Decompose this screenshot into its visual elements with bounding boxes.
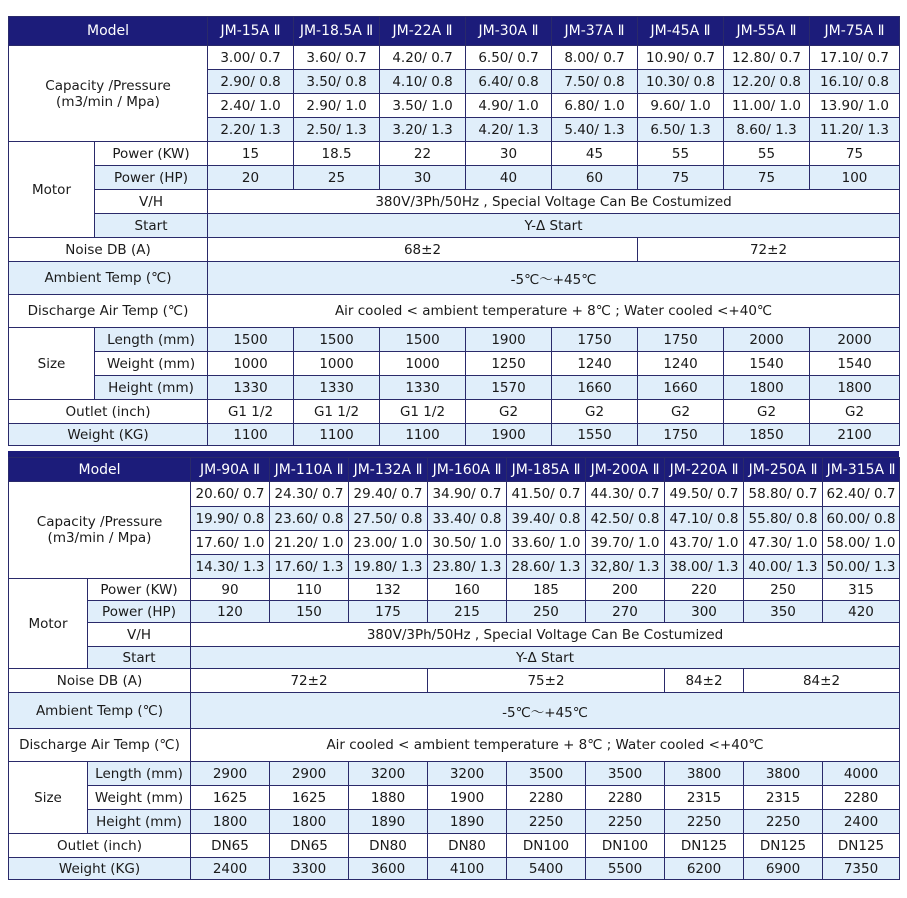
outlet-cell: G1 1/2 [380,400,466,424]
power-kw-cell: 160 [428,579,507,601]
height-cell: 1330 [380,376,466,400]
capacity-cell: 50.00/ 1.3 [823,555,900,579]
width-cell: 1900 [428,786,507,810]
capacity-cell: 4.90/ 1.0 [466,94,552,118]
capacity-cell: 11.20/ 1.3 [810,118,900,142]
ambient-label: Ambient Temp (℃) [9,262,208,295]
length-label: Length (mm) [88,762,191,786]
capacity-cell: 17.60/ 1.0 [191,531,270,555]
capacity-cell: 24.30/ 0.7 [270,482,349,507]
capacity-cell: 4.20/ 1.3 [466,118,552,142]
width-cell: 1000 [208,352,294,376]
capacity-cell: 3.60/ 0.7 [294,46,380,70]
capacity-title: Capacity /Pressure [36,514,163,530]
height-cell: 1800 [191,810,270,834]
height-cell: 1330 [208,376,294,400]
width-cell: 1240 [552,352,638,376]
height-cell: 1800 [810,376,900,400]
length-cell: 4000 [823,762,900,786]
capacity-cell: 19.90/ 0.8 [191,507,270,531]
capacity-cell: 27.50/ 0.8 [349,507,428,531]
size-label: Size [9,328,95,400]
outlet-cell: G2 [810,400,900,424]
capacity-cell: 2.90/ 0.8 [208,70,294,94]
capacity-cell: 39.40/ 0.8 [507,507,586,531]
capacity-cell: 10.90/ 0.7 [638,46,724,70]
width-cell: 2280 [586,786,665,810]
capacity-cell: 7.50/ 0.8 [552,70,638,94]
model-name: JM-55A Ⅱ [724,17,810,46]
power-hp-label: Power (HP) [95,166,208,190]
outlet-cell: DN80 [349,834,428,858]
width-row [9,352,900,376]
power-kw-cell: 22 [380,142,466,166]
model-name: JM-45A Ⅱ [638,17,724,46]
model-name: JM-250A Ⅱ [744,458,823,482]
weight-cell: 1100 [208,424,294,446]
model-name: JM-200A Ⅱ [586,458,665,482]
capacity-cell: 11.00/ 1.0 [724,94,810,118]
power-hp-cell: 215 [428,601,507,623]
weight-cell: 6200 [665,858,744,880]
capacity-cell: 23.00/ 1.0 [349,531,428,555]
power-hp-row [9,601,900,623]
start-row [9,647,900,669]
noise-label: Noise DB (A) [9,238,208,262]
width-cell: 2315 [744,786,823,810]
outlet-cell: DN125 [744,834,823,858]
power-hp-cell: 20 [208,166,294,190]
power-kw-cell: 250 [744,579,823,601]
length-cell: 3500 [586,762,665,786]
length-row [9,328,900,352]
noise-value: 72±2 [191,669,428,693]
capacity-cell: 47.30/ 1.0 [744,531,823,555]
capacity-cell: 10.30/ 0.8 [638,70,724,94]
weight-cell: 1100 [380,424,466,446]
width-cell: 1540 [810,352,900,376]
vh-value: 380V/3Ph/50Hz , Special Voltage Can Be Costumized [191,623,900,647]
motor-label: Motor [9,142,95,238]
capacity-cell: 17.60/ 1.3 [270,555,349,579]
power-hp-cell: 350 [744,601,823,623]
model-name: JM-185A Ⅱ [507,458,586,482]
height-label: Height (mm) [95,376,208,400]
discharge-value: Air cooled < ambient temperature + 8℃ ; Water cooled <+40℃ [191,729,900,762]
width-cell: 1240 [638,352,724,376]
model-name: JM-75A Ⅱ [810,17,900,46]
vh-label: V/H [88,623,191,647]
length-cell: 3500 [507,762,586,786]
power-hp-cell: 420 [823,601,900,623]
capacity-cell: 43.70/ 1.0 [665,531,744,555]
length-cell: 1750 [638,328,724,352]
length-cell: 2000 [724,328,810,352]
length-cell: 1900 [466,328,552,352]
outlet-cell: DN65 [270,834,349,858]
weight-cell: 6900 [744,858,823,880]
height-cell: 2250 [586,810,665,834]
capacity-cell: 20.60/ 0.7 [191,482,270,507]
noise-value: 75±2 [428,669,665,693]
width-row [9,786,900,810]
power-hp-cell: 40 [466,166,552,190]
height-cell: 1800 [270,810,349,834]
capacity-cell: 38.00/ 1.3 [665,555,744,579]
header-row [9,458,900,482]
model-name: JM-160A Ⅱ [428,458,507,482]
capacity-cell: 60.00/ 0.8 [823,507,900,531]
model-label: Model [9,458,191,482]
header-row [9,17,900,46]
power-hp-cell: 150 [270,601,349,623]
discharge-row [9,295,900,328]
capacity-cell: 39.70/ 1.0 [586,531,665,555]
outlet-cell: G2 [552,400,638,424]
weight-cell: 4100 [428,858,507,880]
height-cell: 1570 [466,376,552,400]
outlet-cell: DN125 [665,834,744,858]
power-hp-cell: 175 [349,601,428,623]
capacity-cell: 55.80/ 0.8 [744,507,823,531]
weight-row [9,858,900,880]
capacity-cell: 58.00/ 1.0 [823,531,900,555]
weight-label: Weight (KG) [9,858,191,880]
ambient-value: -5℃～+45℃ [208,262,900,295]
weight-cell: 1550 [552,424,638,446]
model-label: Model [9,17,208,46]
weight-cell: 1900 [466,424,552,446]
discharge-label: Discharge Air Temp (℃) [9,729,191,762]
capacity-cell: 49.50/ 0.7 [665,482,744,507]
power-kw-cell: 185 [507,579,586,601]
start-value: Y-Δ Start [191,647,900,669]
outlet-cell: DN80 [428,834,507,858]
width-cell: 1250 [466,352,552,376]
spec-table-1 [8,16,900,446]
length-cell: 2900 [191,762,270,786]
power-kw-cell: 30 [466,142,552,166]
height-cell: 1800 [724,376,810,400]
model-name: JM-110A Ⅱ [270,458,349,482]
capacity-cell: 6.80/ 1.0 [552,94,638,118]
width-cell: 2280 [507,786,586,810]
noise-row [9,669,900,693]
length-label: Length (mm) [95,328,208,352]
length-cell: 3200 [428,762,507,786]
length-cell: 3200 [349,762,428,786]
power-hp-cell: 75 [638,166,724,190]
capacity-cell: 2.20/ 1.3 [208,118,294,142]
discharge-label: Discharge Air Temp (℃) [9,295,208,328]
power-hp-cell: 60 [552,166,638,190]
weight-cell: 1100 [294,424,380,446]
capacity-cell: 33.60/ 1.0 [507,531,586,555]
weight-cell: 5500 [586,858,665,880]
capacity-cell: 3.50/ 0.8 [294,70,380,94]
width-cell: 2315 [665,786,744,810]
outlet-label: Outlet (inch) [9,400,208,424]
height-cell: 1890 [428,810,507,834]
capacity-cell: 17.10/ 0.7 [810,46,900,70]
height-cell: 2400 [823,810,900,834]
capacity-cell: 12.20/ 0.8 [724,70,810,94]
outlet-cell: DN125 [823,834,900,858]
outlet-cell: G1 1/2 [208,400,294,424]
capacity-cell: 4.20/ 0.7 [380,46,466,70]
capacity-cell: 3.20/ 1.3 [380,118,466,142]
length-cell: 2900 [270,762,349,786]
noise-value: 72±2 [638,238,900,262]
width-cell: 1000 [380,352,466,376]
outlet-cell: G2 [724,400,810,424]
height-row [9,810,900,834]
width-cell: 2280 [823,786,900,810]
width-cell: 1625 [270,786,349,810]
model-name: JM-30A Ⅱ [466,17,552,46]
power-hp-cell: 30 [380,166,466,190]
ambient-label: Ambient Temp (℃) [9,693,191,729]
capacity-cell: 8.00/ 0.7 [552,46,638,70]
height-cell: 1890 [349,810,428,834]
power-kw-label: Power (KW) [88,579,191,601]
height-row [9,376,900,400]
weight-cell: 2100 [810,424,900,446]
weight-cell: 1750 [638,424,724,446]
capacity-cell: 6.50/ 0.7 [466,46,552,70]
length-cell: 3800 [744,762,823,786]
model-name: JM-90A Ⅱ [191,458,270,482]
capacity-cell: 4.10/ 0.8 [380,70,466,94]
power-kw-cell: 15 [208,142,294,166]
capacity-cell: 9.60/ 1.0 [638,94,724,118]
power-hp-label: Power (HP) [88,601,191,623]
power-hp-cell: 270 [586,601,665,623]
length-cell: 1500 [294,328,380,352]
outlet-cell: DN100 [586,834,665,858]
power-kw-cell: 315 [823,579,900,601]
model-name: JM-15A Ⅱ [208,17,294,46]
model-name: JM-37A Ⅱ [552,17,638,46]
power-hp-cell: 300 [665,601,744,623]
width-label: Weight (mm) [95,352,208,376]
capacity-cell: 8.60/ 1.3 [724,118,810,142]
power-kw-cell: 75 [810,142,900,166]
vh-value: 380V/3Ph/50Hz , Special Voltage Can Be Costumized [208,190,900,214]
width-cell: 1000 [294,352,380,376]
capacity-cell: 19.80/ 1.3 [349,555,428,579]
power-kw-cell: 55 [638,142,724,166]
model-name: JM-22A Ⅱ [380,17,466,46]
capacity-cell: 21.20/ 1.0 [270,531,349,555]
model-name: JM-220A Ⅱ [665,458,744,482]
capacity-cell: 33.40/ 0.8 [428,507,507,531]
weight-cell: 3600 [349,858,428,880]
power-kw-cell: 55 [724,142,810,166]
capacity-cell: 2.50/ 1.3 [294,118,380,142]
power-kw-cell: 220 [665,579,744,601]
ambient-row [9,262,900,295]
capacity-cell: 3.00/ 0.7 [208,46,294,70]
capacity-label [9,482,191,579]
power-hp-cell: 75 [724,166,810,190]
noise-value: 84±2 [744,669,900,693]
capacity-cell: 40.00/ 1.3 [744,555,823,579]
noise-value: 84±2 [665,669,744,693]
weight-cell: 3300 [270,858,349,880]
power-kw-row [9,579,900,601]
power-kw-cell: 45 [552,142,638,166]
height-cell: 1660 [552,376,638,400]
width-cell: 1625 [191,786,270,810]
capacity-cell: 30.50/ 1.0 [428,531,507,555]
power-kw-cell: 132 [349,579,428,601]
outlet-cell: G2 [466,400,552,424]
capacity-cell: 29.40/ 0.7 [349,482,428,507]
capacity-cell: 6.50/ 1.3 [638,118,724,142]
spec-table-2 [8,457,900,880]
power-kw-cell: 200 [586,579,665,601]
capacity-cell: 23.80/ 1.3 [428,555,507,579]
capacity-cell: 14.30/ 1.3 [191,555,270,579]
capacity-cell: 5.40/ 1.3 [552,118,638,142]
height-cell: 2250 [744,810,823,834]
capacity-cell: 2.90/ 1.0 [294,94,380,118]
discharge-row [9,729,900,762]
power-hp-row [9,166,900,190]
power-kw-cell: 18.5 [294,142,380,166]
capacity-cell: 23.60/ 0.8 [270,507,349,531]
model-name: JM-18.5A Ⅱ [294,17,380,46]
capacity-cell: 3.50/ 1.0 [380,94,466,118]
capacity-cell: 62.40/ 0.7 [823,482,900,507]
noise-label: Noise DB (A) [9,669,191,693]
weight-cell: 5400 [507,858,586,880]
model-name: JM-132A Ⅱ [349,458,428,482]
height-cell: 2250 [507,810,586,834]
capacity-cell: 28.60/ 1.3 [507,555,586,579]
weight-cell: 2400 [191,858,270,880]
capacity-cell: 6.40/ 0.8 [466,70,552,94]
height-cell: 1660 [638,376,724,400]
vh-label: V/H [95,190,208,214]
ambient-value: -5℃～+45℃ [191,693,900,729]
start-value: Y-Δ Start [208,214,900,238]
start-label: Start [88,647,191,669]
capacity-row [9,482,900,507]
power-hp-cell: 100 [810,166,900,190]
capacity-cell: 47.10/ 0.8 [665,507,744,531]
length-cell: 1500 [380,328,466,352]
capacity-cell: 16.10/ 0.8 [810,70,900,94]
power-hp-cell: 120 [191,601,270,623]
capacity-cell: 2.40/ 1.0 [208,94,294,118]
noise-row [9,238,900,262]
capacity-cell: 58.80/ 0.7 [744,482,823,507]
noise-value: 68±2 [208,238,638,262]
vh-row [9,190,900,214]
length-cell: 1750 [552,328,638,352]
width-label: Weight (mm) [88,786,191,810]
power-kw-cell: 110 [270,579,349,601]
ambient-row [9,693,900,729]
capacity-cell: 12.80/ 0.7 [724,46,810,70]
length-cell: 3800 [665,762,744,786]
model-name: JM-315A Ⅱ [823,458,900,482]
capacity-cell: 32,80/ 1.3 [586,555,665,579]
weight-label: Weight (KG) [9,424,208,446]
capacity-title: Capacity /Pressure [45,77,171,94]
length-row [9,762,900,786]
height-label: Height (mm) [88,810,191,834]
capacity-units: (m3/min / Mpa) [56,93,160,110]
capacity-cell: 44.30/ 0.7 [586,482,665,507]
outlet-cell: G1 1/2 [294,400,380,424]
size-label: Size [9,762,88,834]
capacity-cell: 13.90/ 1.0 [810,94,900,118]
motor-label: Motor [9,579,88,669]
outlet-cell: DN100 [507,834,586,858]
discharge-value: Air cooled < ambient temperature + 8℃ ; Water cooled <+40℃ [208,295,900,328]
outlet-label: Outlet (inch) [9,834,191,858]
power-hp-cell: 25 [294,166,380,190]
capacity-row [9,46,900,70]
capacity-units: (m3/min / Mpa) [47,530,152,546]
height-cell: 1330 [294,376,380,400]
height-cell: 2250 [665,810,744,834]
outlet-row [9,834,900,858]
power-kw-row [9,142,900,166]
weight-cell: 7350 [823,858,900,880]
power-hp-cell: 250 [507,601,586,623]
outlet-row [9,400,900,424]
capacity-cell: 41.50/ 0.7 [507,482,586,507]
weight-row [9,424,900,446]
power-kw-cell: 90 [191,579,270,601]
capacity-label [9,46,208,142]
outlet-cell: G2 [638,400,724,424]
width-cell: 1880 [349,786,428,810]
weight-cell: 1850 [724,424,810,446]
vh-row [9,623,900,647]
start-row [9,214,900,238]
start-label: Start [95,214,208,238]
length-cell: 2000 [810,328,900,352]
width-cell: 1540 [724,352,810,376]
length-cell: 1500 [208,328,294,352]
capacity-cell: 34.90/ 0.7 [428,482,507,507]
power-kw-label: Power (KW) [95,142,208,166]
outlet-cell: DN65 [191,834,270,858]
capacity-cell: 42.50/ 0.8 [586,507,665,531]
